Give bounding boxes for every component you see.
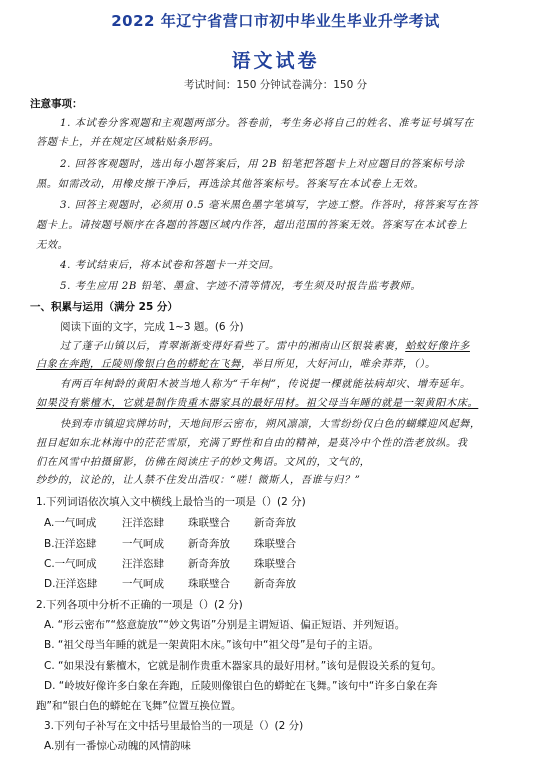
- note-line: 1. 本试卷分客观题和主观题两部分。答卷前，考生务必将自己的姓名、准考证号填写在: [60, 118, 474, 129]
- exam-title: 2022 年辽宁省营口市初中毕业生毕业升学考试: [111, 12, 440, 30]
- note-line: 答题卡上，并在规定区域粘贴条形码。: [36, 137, 220, 148]
- passage-line: 们在风雪中拍摄留影，仿佛在阅读庄子的妙文隽语。文风的，文气的，: [36, 457, 371, 468]
- section-heading: 一、积累与运用（满分 25 分）: [30, 301, 178, 313]
- q1-option-c: C.一气呵成 汪洋恣肆 新奇奔放 珠联璧合: [44, 558, 296, 570]
- note-line: 5. 考生应用 2B 铅笔、墨盒、字迹不清等情况，考生须及时报告监考教师。: [60, 281, 422, 292]
- q1-option-a: A.一气呵成 汪洋恣肆 珠联璧合 新奇奔放: [44, 517, 296, 529]
- notes-heading: 注意事项：: [30, 98, 83, 110]
- q1-option-b: B.汪洋恣肆 一气呵成 新奇奔放 珠联璧合: [44, 538, 296, 550]
- note-line: 2. 回答客观题时，选出每小题答案后，用 2B 铅笔把答题卡上对应题目的答案标号涂: [60, 159, 465, 170]
- q3-option-a: A.别有一番惊心动魄的风情韵味: [44, 740, 191, 752]
- note-line: 题卡上。请按题号顺序在各题的答题区域内作答，超出范围的答案无效。答案写在本试卷上: [36, 220, 468, 231]
- passage-line: 如果没有紫檀木，它就是制作贵重木器家具的最好用材。祖父母当年睡的就是一架黄阳木床。: [36, 398, 479, 409]
- paper-subtitle: 语文试卷: [231, 50, 320, 72]
- exam-time-info: 考试时间：150 分钟试卷满分：150 分: [183, 79, 368, 91]
- note-line: 3. 回答主观题时，必须用 0.5 毫米黑色墨字笔填写，字迹工整。作答时，将答案写在答: [60, 200, 478, 211]
- note-line: 无效。: [36, 240, 69, 251]
- q2-option-b: B. “祖父母当年睡的就是一架黄阳木床。”该句中“祖父母”是句子的主语。: [44, 639, 379, 651]
- question-1-stem: 1.下列词语依次填入文中横线上最恰当的一项是（）(2 分): [36, 496, 306, 508]
- q2-option-a: A. “形云密布”“悠意旋放”“妙文隽语”分别是主谓短语、偏正短语、并列短语。: [44, 619, 406, 631]
- reading-instruction: 阅读下面的文字，完成 1~3 题。(6 分): [60, 321, 244, 333]
- q2-option-d: D. “岭坡好像许多白象在奔跑，丘陵则像银白色的蟒蛇在飞舞。”该句中“许多白象在奔: [44, 680, 438, 692]
- passage-line: 快到寿市镇迎宾牌坊时，天地间形云密布，朔风凛凛，大雪纷纷仅白色的蝴蝶迎风起舞，: [60, 419, 481, 430]
- note-line: 4. 考试结束后，将本试卷和答题卡一并交回。: [60, 260, 280, 271]
- passage-line: 有两百年树龄的黄阳木被当地人称为“千年树”，传说提一棵就能祛病却灾、增寿延年。: [60, 379, 471, 390]
- q2-option-c: C. “如果没有紫檀木，它就是制作贵重木器家具的最好用材。”该句是假设关系的复句。: [44, 660, 442, 672]
- note-line: 黑。如需改动，用橡皮擦干净后，再选涂其他答案标号。答案写在本试卷上无效。: [36, 179, 425, 190]
- question-3-stem: 3.下列句子补写在文中括号里最恰当的一项是（）(2 分): [44, 720, 304, 732]
- passage-line: 白象在奔跑，丘陵则像银白色的蟒蛇在飞舞，举目所见，大好河山，唯余莽莽，（）。: [36, 359, 436, 370]
- passage-line: 扭目起如东北林海中的茫茫雪原，充满了野性和自由的精神，是莫冷中个性的浩老放纵。我: [36, 438, 468, 449]
- question-2-stem: 2.下列各项中分析不正确的一项是（）(2 分): [36, 599, 243, 611]
- passage-line: 过了蓬子山镇以后，青翠渐渐变得好看些了。雷中的湘南山区银装素裹，蛤蚊好像许多: [60, 341, 470, 352]
- q1-option-d: D.汪洋恣肆 一气呵成 珠联璧合 新奇奔放: [44, 578, 296, 590]
- passage-line: 纱纱的，议论的，让人禁不住发出浩叹：“嗟！微斯人，吾谁与归？”: [36, 475, 361, 486]
- q2-option-d-cont: 跑”和“银白色的蟒蛇在飞舞”位置互换位置。: [36, 700, 242, 712]
